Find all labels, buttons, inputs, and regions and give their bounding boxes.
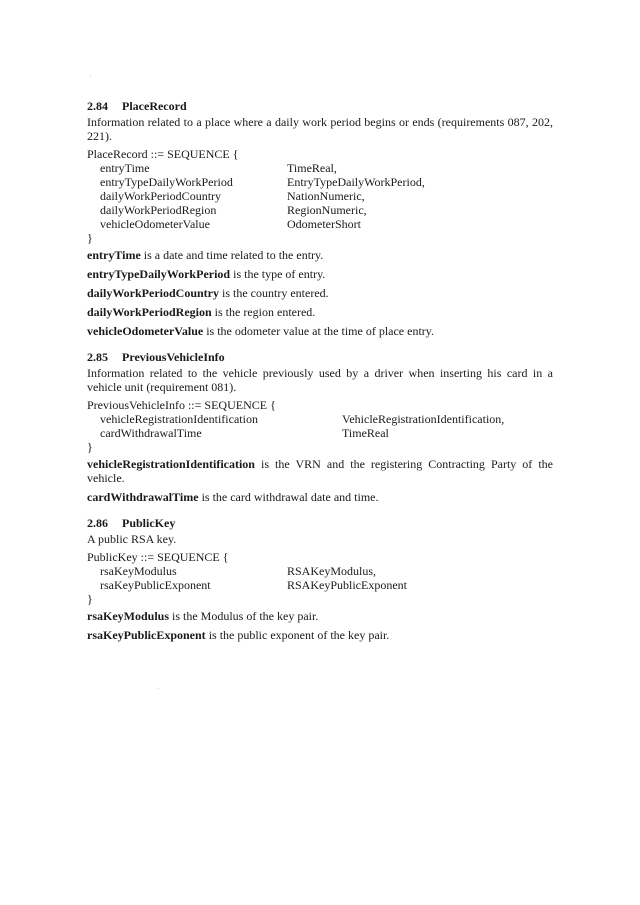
declaration-close: } <box>87 592 93 606</box>
field-name: entryTypeDailyWorkPeriod <box>100 175 233 189</box>
definition-term: dailyWorkPeriodCountry <box>87 286 220 300</box>
field-row <box>87 564 553 578</box>
definition-term: vehicleRegistrationIdentification <box>87 457 255 471</box>
section-place-record <box>87 99 553 338</box>
section-intro: A public RSA key. <box>87 532 177 546</box>
field-type: VehicleRegistrationIdentification, <box>342 412 505 426</box>
definition <box>87 248 553 262</box>
field-row <box>87 412 553 426</box>
field-name: entryTime <box>100 161 150 175</box>
document-body <box>87 99 553 647</box>
definition <box>87 457 553 485</box>
asn1-declaration <box>87 550 553 606</box>
definition-text: is the odometer value at the time of place entry. <box>203 324 435 338</box>
field-type: OdometerShort <box>287 217 361 231</box>
asn1-declaration <box>87 398 553 454</box>
definition <box>87 305 553 319</box>
section-previous-vehicle-info <box>87 350 553 504</box>
declaration-close: } <box>87 440 93 454</box>
definition-text: is the VRN and the registering Contracting Party of the vehicle. <box>87 457 553 485</box>
field-row <box>87 217 553 231</box>
field-type: RegionNumeric, <box>287 203 367 217</box>
section-heading <box>87 99 553 113</box>
definition <box>87 609 553 623</box>
declaration-open: PlaceRecord ::= SEQUENCE { <box>87 147 239 161</box>
field-row <box>87 203 553 217</box>
definition-text: is the region entered. <box>211 305 316 319</box>
section-number: 2.86 <box>87 516 108 530</box>
definition-term: entryTime <box>87 248 141 262</box>
field-name: vehicleOdometerValue <box>100 217 210 231</box>
definition <box>87 490 553 504</box>
scan-speck <box>90 75 91 76</box>
field-row <box>87 189 553 203</box>
section-title: PublicKey <box>122 516 176 530</box>
section-heading <box>87 350 553 364</box>
field-name: rsaKeyModulus <box>100 564 177 578</box>
section-intro: Information related to a place where a daily work period begins or ends (requirements 087, 202, 221). <box>87 115 553 143</box>
definition <box>87 286 553 300</box>
definition <box>87 628 553 642</box>
declaration-close: } <box>87 231 93 245</box>
section-public-key <box>87 516 553 642</box>
definition-term: rsaKeyPublicExponent <box>87 628 206 642</box>
definition-term: cardWithdrawalTime <box>87 490 199 504</box>
definition <box>87 324 553 338</box>
field-name: rsaKeyPublicExponent <box>100 578 211 592</box>
field-type: TimeReal <box>342 426 389 440</box>
section-title: PreviousVehicleInfo <box>122 350 225 364</box>
definition-term: dailyWorkPeriodRegion <box>87 305 212 319</box>
field-name: dailyWorkPeriodRegion <box>100 203 217 217</box>
field-name: dailyWorkPeriodCountry <box>100 189 222 203</box>
section-title: PlaceRecord <box>122 99 187 113</box>
definition-text: is the public exponent of the key pair. <box>205 628 390 642</box>
field-row <box>87 175 553 189</box>
section-heading <box>87 516 553 530</box>
definition-text: is the type of entry. <box>230 267 326 281</box>
definition-term: rsaKeyModulus <box>87 609 170 623</box>
section-intro: Information related to the vehicle previously used by a driver when inserting his card in a vehicle unit (requirement 081). <box>87 366 553 394</box>
field-name: vehicleRegistrationIdentification <box>100 412 258 426</box>
scan-speck <box>158 688 159 689</box>
declaration-open: PublicKey ::= SEQUENCE { <box>87 550 229 564</box>
definition <box>87 267 553 281</box>
definition-text: is the Modulus of the key pair. <box>169 609 319 623</box>
definition-text: is the card withdrawal date and time. <box>198 490 379 504</box>
declaration-open: PreviousVehicleInfo ::= SEQUENCE { <box>87 398 276 412</box>
field-row <box>87 161 553 175</box>
section-number: 2.85 <box>87 350 108 364</box>
field-row <box>87 426 553 440</box>
field-type: EntryTypeDailyWorkPeriod, <box>287 175 425 189</box>
section-number: 2.84 <box>87 99 108 113</box>
field-type: NationNumeric, <box>287 189 365 203</box>
field-type: RSAKeyPublicExponent <box>287 578 407 592</box>
field-name: cardWithdrawalTime <box>100 426 202 440</box>
definition-term: vehicleOdometerValue <box>87 324 204 338</box>
definition-term: entryTypeDailyWorkPeriod <box>87 267 231 281</box>
field-type: RSAKeyModulus, <box>287 564 377 578</box>
definition-text: is the country entered. <box>219 286 329 300</box>
field-row <box>87 578 553 592</box>
asn1-declaration <box>87 147 553 245</box>
definition-text: is a date and time related to the entry. <box>140 248 324 262</box>
field-type: TimeReal, <box>287 161 337 175</box>
